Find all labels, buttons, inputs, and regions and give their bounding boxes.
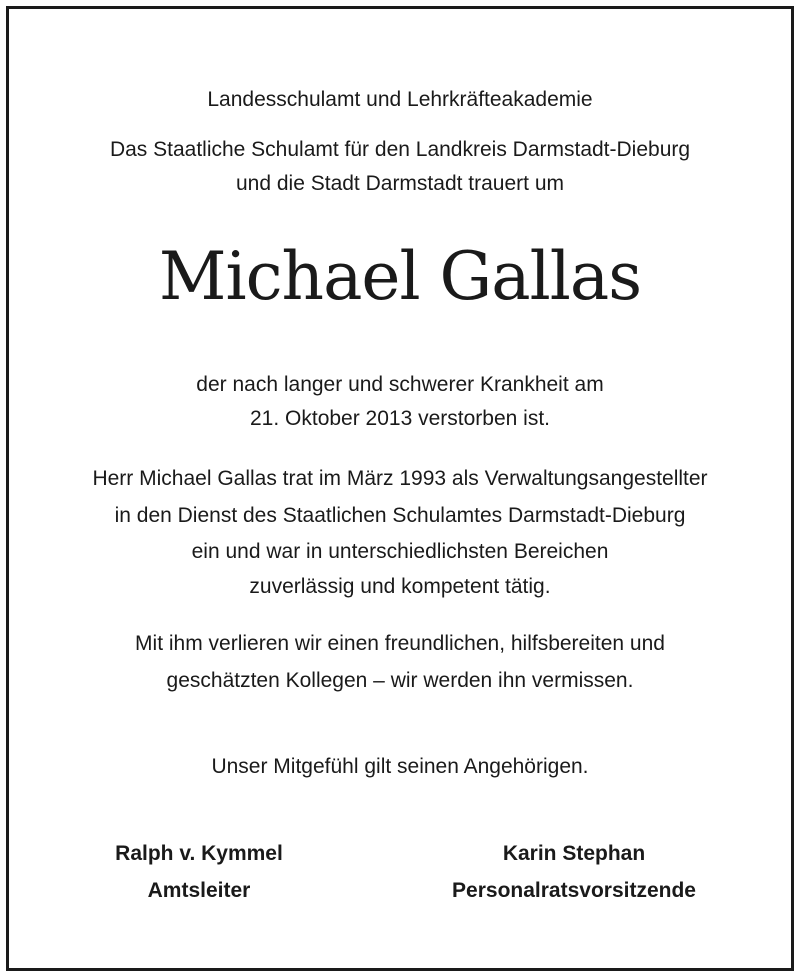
mourners-line-1: Das Staatliche Schulamt für den Landkreis Darmstadt-Dieburg <box>109 138 691 161</box>
tribute-line-1: Mit ihm verlieren wir einen freundlichen, hilfsbereiten und <box>135 632 665 655</box>
tribute-line-2: geschätzten Kollegen – wir werden ihn vermissen. <box>166 669 634 692</box>
career-line-4: zuverlässig und kompetent tätig. <box>249 575 551 598</box>
career-line-2: in den Dienst des Staatlichen Schulamtes Darmstadt-Dieburg <box>114 504 686 527</box>
signatory-title-left: Amtsleiter <box>147 879 251 902</box>
career-line-3: ein und war in unterschiedlichsten Bereichen <box>191 540 609 563</box>
death-line-2: 21. Oktober 2013 verstorben ist. <box>250 407 550 430</box>
signatory-title-right: Personalratsvorsitzende <box>452 879 696 902</box>
institution-line: Landesschulamt und Lehrkräfteakademie <box>207 88 593 111</box>
death-line-1: der nach langer und schwerer Krankheit am <box>196 373 604 396</box>
signatory-name-right: Karin Stephan <box>502 842 646 865</box>
deceased-name: Michael Gallas <box>158 238 642 315</box>
condolence-line: Unser Mitgefühl gilt seinen Angehörigen. <box>211 755 589 778</box>
career-line-1: Herr Michael Gallas trat im März 1993 als Verwaltungsangestellter <box>92 467 708 490</box>
obituary-notice <box>6 6 794 971</box>
signatory-name-left: Ralph v. Kymmel <box>115 842 283 865</box>
mourners-line-2: und die Stadt Darmstadt trauert um <box>236 172 564 195</box>
